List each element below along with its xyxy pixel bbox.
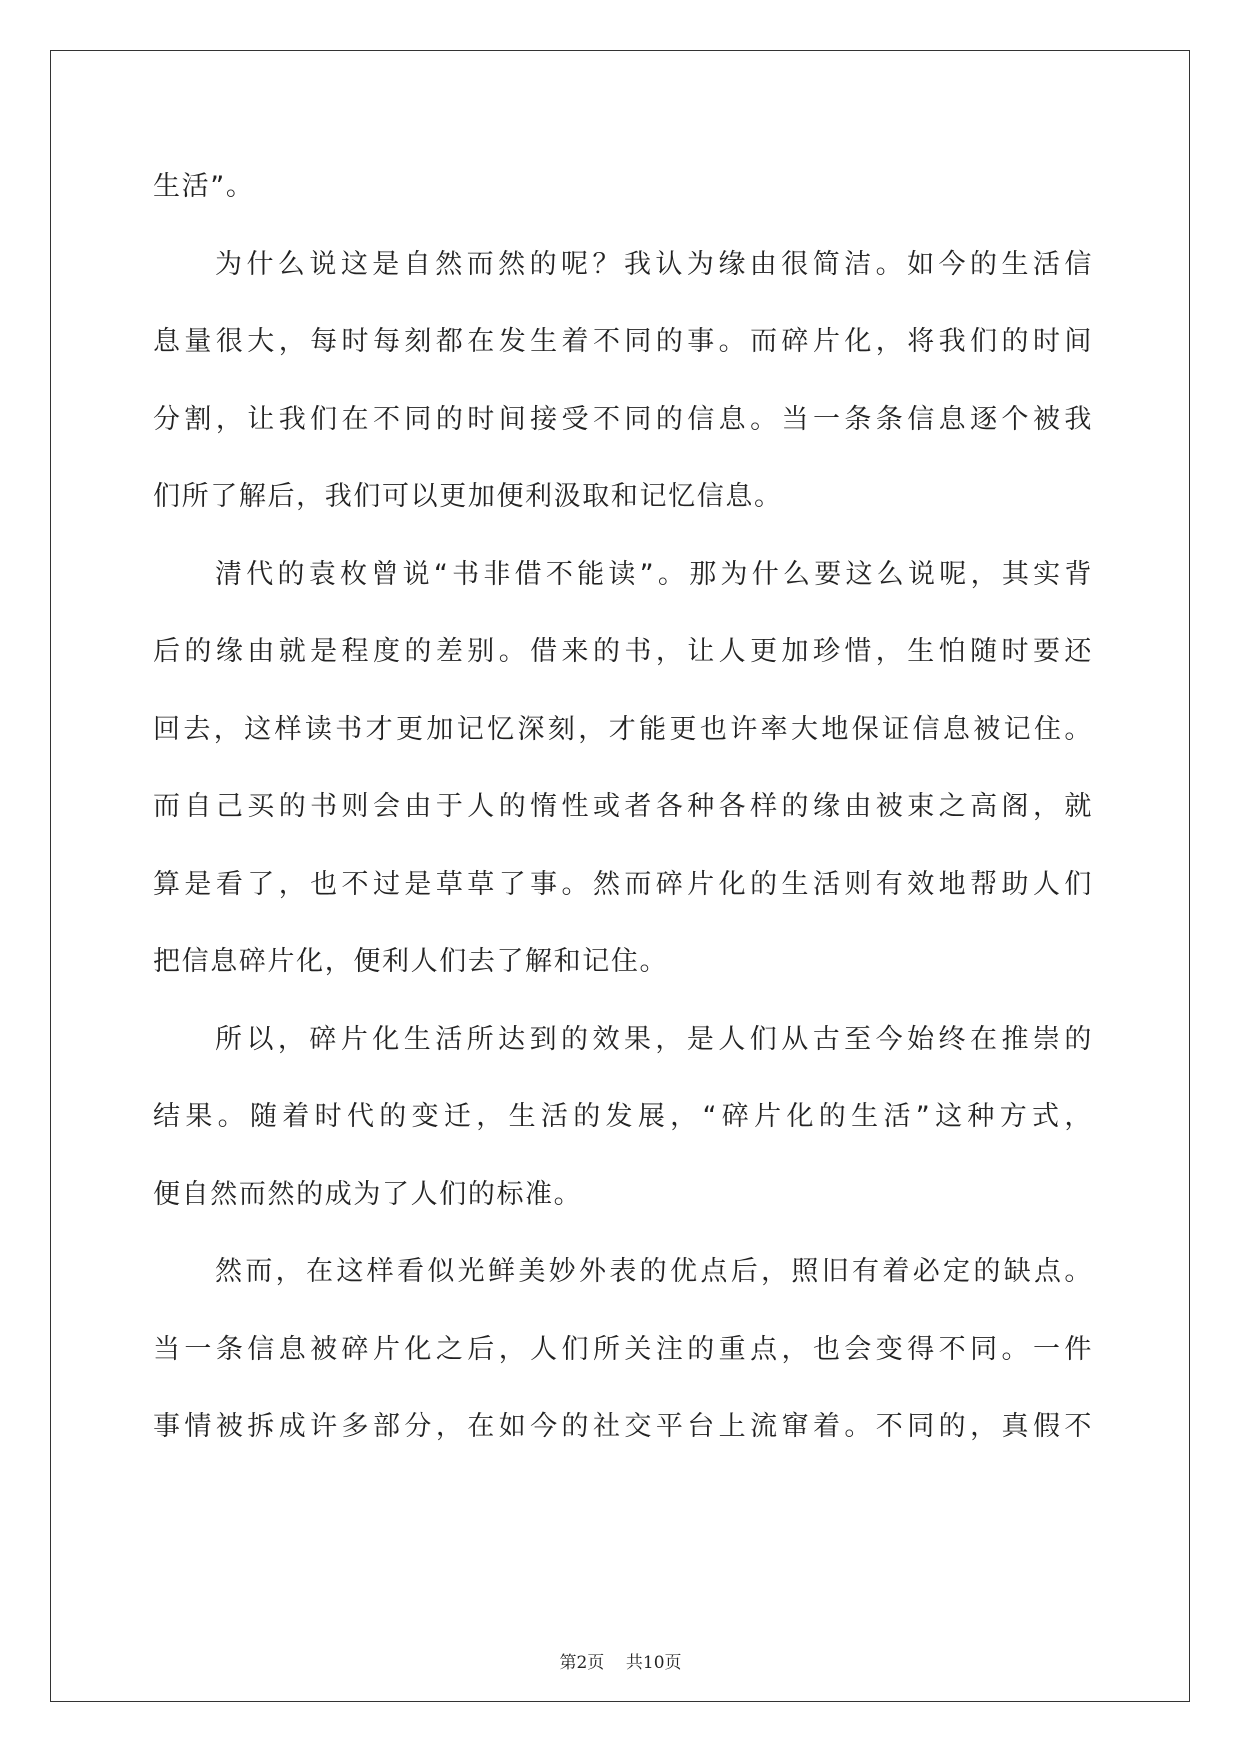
body-line: 便自然而然的成为了人们的标准。: [153, 1178, 583, 1210]
body-line: 息量很大，每时每刻都在发生着不同的事。而碎片化，将我们的时间: [153, 326, 1093, 357]
body-line: 所以，碎片化生活所达到的效果，是人们从古至今始终在推崇的: [215, 1023, 1093, 1055]
body-line: 把信息碎片化，便利人们去了解和记住。: [153, 946, 669, 977]
body-line: 算是看了，也不过是草草了事。然而碎片化的生活则有效地帮助人们: [153, 868, 1093, 900]
page-footer: [0, 1648, 1241, 1673]
body-line: 回去，这样读书才更加记忆深刻，才能更也许率大地保证信息被记住。: [153, 713, 1093, 745]
body-line: 后的缘由就是程度的差别。借来的书，让人更加珍惜，生怕随时要还: [153, 636, 1093, 667]
body-line: 事情被拆成许多部分，在如今的社交平台上流窜着。不同的，真假不: [153, 1411, 1093, 1442]
body-line: 生活”。: [153, 171, 255, 202]
body-line: 当一条信息被碎片化之后，人们所关注的重点，也会变得不同。一件: [153, 1333, 1093, 1365]
body-line: 清代的袁枚曾说“书非借不能读”。那为什么要这么说呢，其实背: [215, 558, 1093, 590]
body-line: 分割，让我们在不同的时间接受不同的信息。当一条条信息逐个被我: [153, 403, 1093, 435]
body-line: 为什么说这是自然而然的呢？我认为缘由很简洁。如今的生活信: [215, 248, 1093, 280]
document-body: [153, 167, 1093, 1485]
body-line: 而自己买的书则会由于人的惰性或者各种各样的缘由被束之高阁，就: [153, 791, 1093, 822]
page-number: 第2页: [559, 1653, 605, 1673]
body-line: 们所了解后，我们可以更加便利汲取和记忆信息。: [153, 481, 783, 512]
body-line: 结果。随着时代的变迁，生活的发展，“碎片化的生活”这种方式，: [153, 1101, 1093, 1132]
body-line: 然而，在这样看似光鲜美妙外表的优点后，照旧有着必定的缺点。: [215, 1256, 1093, 1287]
page-total: 共10页: [625, 1653, 682, 1673]
